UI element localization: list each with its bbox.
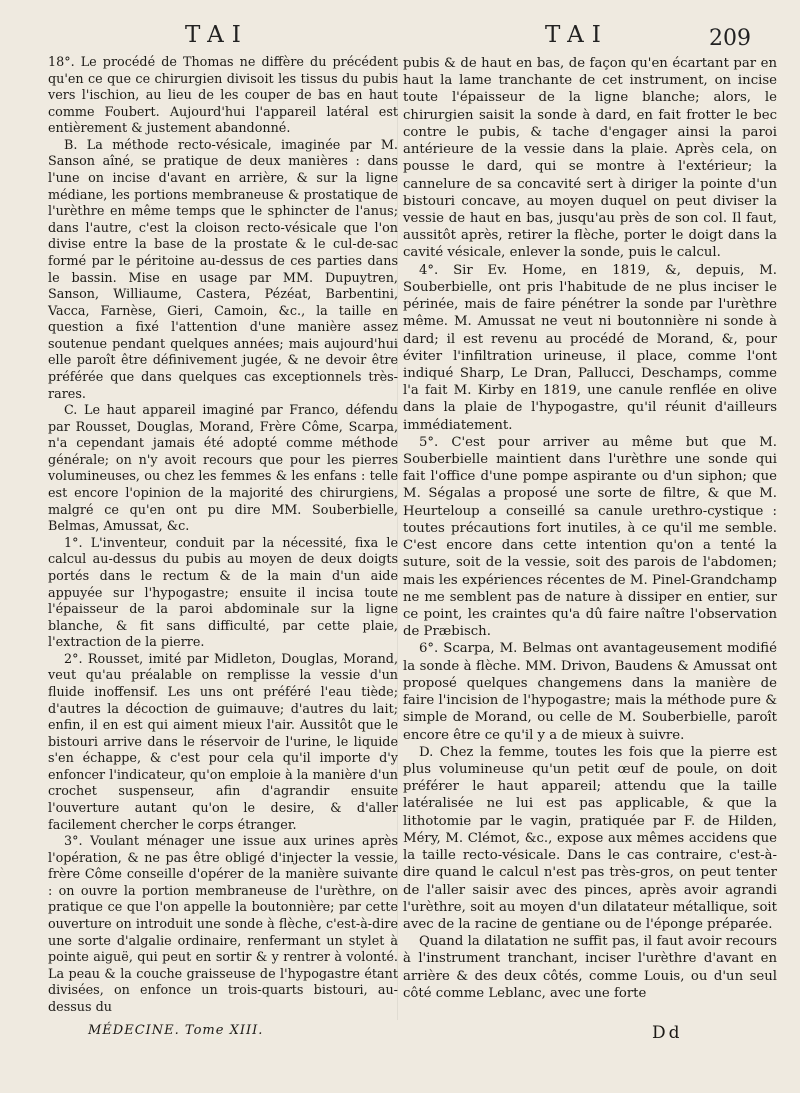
paragraph: 4°. Sir Ev. Home, en 1819, &, depuis, M. Souberbielle, ont pris l'habitude de ne plus inciser le périnée, mais de faire pénétrer la sonde par l'urèthre même. M. Amussat ne veut ni boutonnière ni sonde à dard; il est revenu au procédé de Morand, &, pour éviter l'infiltration urineuse, il place, comme l'ont indiqué Sharp, Le Dran, Pallucci, Deschamps, comme l'a fait M. Kirby en 1819, une canule renflée en olive dans la plaie de l'hypogastre, qu'il réunit d'ailleurs immédiatement. [403, 262, 777, 433]
paragraph: C. Le haut appareil imaginé par Franco, défendu par Rousset, Douglas, Morand, Frère Côme, Scarpa, n'a cependant jamais été adopté comme méthode générale; on n'y avoit recours que pour les pierres volumineuses, ou chez les femmes & les enfans : telle est encore l'opinion de la majorité des chirurgiens, malgré ce qu'en ont pu dire MM. Souberbielle, Belmas, Amussat, &c. [48, 403, 398, 535]
left-column [48, 55, 398, 1017]
paragraph: 5°. C'est pour arriver au même but que M. Souberbielle maintient dans l'urèthre une sonde qui fait l'office d'une pompe aspirante ou d'un siphon; que M. Ségalas a proposé une sorte de filtre, & que M. Heurteloup a conseillé sa canule urethro-cystique : toutes précautions fort inutiles, à ce qu'il me semble. C'est encore dans cette intention qu'on a tenté la suture, soit de la vessie, soit des parois de l'abdomen; mais les expériences récentes de M. Pinel-Grandchamp ne me semblent pas de nature à dissiper en entier, sur ce point, les craintes qu'a dû faire naître l'observation de Præbisch. [403, 434, 777, 640]
page-number: 209 [709, 26, 751, 51]
running-head-right: TAI [545, 22, 609, 48]
running-head-left: TAI [185, 22, 249, 48]
paragraph: 18°. Le procédé de Thomas ne diffère du précédent qu'en ce que ce chirurgien divisoit les tissus du pubis vers l'ischion, au lieu de les couper de bas en haut comme Foubert. Aujourd'hui l'appareil latéral est entièrement & justement abandonné. [48, 55, 398, 137]
paragraph: D. Chez la femme, toutes les fois que la pierre est plus volumineuse qu'un petit œuf de poule, on doit préférer le haut appareil; attendu que la taille latéralisée ne lui est pas applicable, & que la lithotomie par le vagin, pratiquée par F. de Hilden, Méry, M. Clémot, &c., expose aux mêmes accidens que la taille recto-vésicale. Dans le cas contraire, c'est-à-dire quand le calcul n'est pas très-gros, on peut tenter de l'aller saisir avec des pinces, après avoir agrandi l'urèthre, soit au moyen d'un dilatateur métallique, soit avec de la racine de gentiane ou de l'éponge préparée. [403, 744, 777, 932]
paragraph: 6°. Scarpa, M. Belmas ont avantageusement modifié la sonde à flèche. MM. Drivon, Baudens & Amussat ont proposé quelques changemens dans la manière de faire l'incision de l'hypogastre; mais la méthode pure & simple de Morand, ou celle de M. Souberbielle, paroît encore être ce qu'il y a de mieux à suivre. [403, 641, 777, 743]
paragraph: pubis & de haut en bas, de façon qu'en écartant par en haut la lame tranchante de cet instrument, on incise toute l'épaisseur de la ligne blanche; alors, le chirurgien saisit la sonde à dard, en fait frotter le bec contre le pubis, & tache d'engager ainsi la paroi antérieure de la vessie dans la plaie. Après cela, on pousse le dard, qui se montre à l'extérieur; la cannelure de sa concavité sert à diriger la pointe d'un bistouri concave, au moyen duquel on peut diviser la vessie de haut en bas, jusqu'au près de son col. Il faut, aussitôt après, retirer la flèche, porter le doigt dans la cavité vésicale, enlever la sonde, puis le calcul. [403, 56, 777, 261]
paragraph: B. La méthode recto-vésicale, imaginée par M. Sanson aîné, se pratique de deux manières : dans l'une on incise d'avant en arrière, & sur la ligne médiane, les portions membraneuse & prostatique de l'urèthre en même temps que le sphincter de l'anus; dans l'autre, c'est la cloison recto-vésicale que l'on divise entre la base de la prostate & le cul-de-sac formé par le péritoine au-dessus de ces parties dans le bassin. Mise en usage par MM. Dupuytren, Sanson, Williaume, Castera, Pézéat, Barbentini, Vacca, Farnèse, Gieri, Camoin, &c., la taille en question a fixé l'attention d'une manière assez soutenue pendant quelques années; mais aujourd'hui elle paroît être définivement jugée, & ne devoir être préférée que dans quelques cas exceptionnels très-rares. [48, 137, 398, 402]
paragraph: Quand la dilatation ne suffit pas, il faut avoir recours à l'instrument tranchant, inciser l'urèthre d'avant en arrière & des deux côtés, comme Louis, ou d'un seul côté comme Leblanc, avec une forte [403, 934, 777, 1001]
footer-volume: MÉDECINE. Tome XIII. [88, 1023, 264, 1038]
paragraph: 1°. L'inventeur, conduit par la nécessité, fixa le calcul au-dessus du pubis au moyen de deux doigts portés dans le rectum & de la main d'un aide appuyée sur l'hypogastre; ensuite il incisa toute l'épaisseur de la paroi abdominale sur la ligne blanche, & fit sans difficulté, par cette plaie, l'extraction de la pierre. [48, 535, 398, 651]
signature-mark: Dd [652, 1023, 683, 1043]
right-column [403, 55, 777, 1002]
paragraph: 3°. Voulant ménager une issue aux urines après l'opération, & ne pas être obligé d'injecter la vessie, frère Côme conseille d'opérer de la manière suivante : on ouvre la portion membraneuse de l'urèthre, on pratique ce que l'on appelle la boutonnière; par cette ouverture on introduit une sonde à flèche, c'est-à-dire une sorte d'algalie ordinaire, renfermant un stylet à pointe aiguë, qui peut en sortir & y rentrer à volonté. La peau & la couche graisseuse de l'hypogastre étant divisées, on enfonce un trois-quarts bistouri, au-dessus du [48, 834, 398, 1015]
paragraph: 2°. Rousset, imité par Midleton, Douglas, Morand, veut qu'au préalable on remplisse la vessie d'un fluide inoffensif. Les uns ont préféré l'eau tiède; d'autres la décoction de guimauve; d'autres du lait; enfin, il en est qui aiment mieux l'air. Aussitôt que le bistouri arrive dans le réservoir de l'urine, le liquide s'en échappe, & c'est pour cela qu'il importe d'y enfoncer l'indicateur, qu'on emploie à la manière d'un crochet suspenseur, afin d'agrandir ensuite l'ouverture autant qu'on le desire, & d'aller facilement chercher le corps étranger. [48, 651, 398, 833]
